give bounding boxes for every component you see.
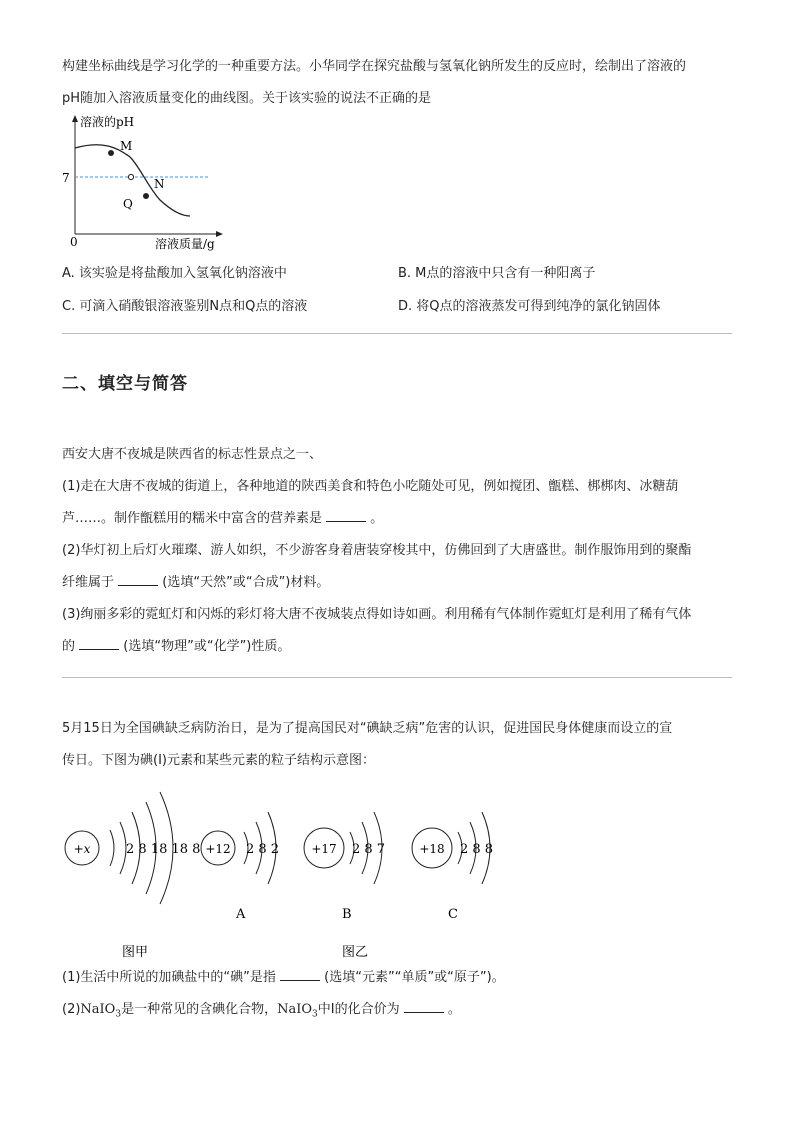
caption-fig-jia: 图甲 bbox=[122, 945, 149, 960]
section-title: 二、填空与简答 bbox=[62, 374, 188, 394]
electron-shells: 2 8 2 bbox=[246, 842, 280, 857]
option-C: C. 可滴入硝酸银溶液鉴别N点和Q点的溶液 bbox=[62, 299, 308, 314]
atom-C bbox=[412, 812, 493, 922]
q3-part1-end: (选填“元素”“单质”或“原子”)。 bbox=[324, 970, 505, 985]
q2-part3-line2 bbox=[62, 638, 290, 656]
formula-subscript: 3 bbox=[115, 1009, 122, 1020]
electron-shells: 2 8 18 18 8 bbox=[126, 842, 201, 857]
formula-naio3: NaIO bbox=[80, 1002, 116, 1017]
atom-B bbox=[304, 812, 385, 922]
q3-part2-end: 。 bbox=[447, 1002, 461, 1017]
answer-blank[interactable] bbox=[280, 970, 320, 981]
atom-label: A bbox=[236, 907, 246, 922]
formula-subscript: 3 bbox=[312, 1009, 318, 1020]
atom-A bbox=[201, 812, 279, 922]
q2-part2-line2 bbox=[62, 574, 329, 592]
caption-fig-yi: 图乙 bbox=[342, 945, 369, 960]
q2-part1-line1: (1)走在大唐不夜城的街道上，各种地道的陕西美食和特色小吃随处可见，例如搅团、甑糕、梆梆肉、冰糖葫 bbox=[62, 479, 679, 494]
q2-part3-end: (选填“物理”或“化学”)性质。 bbox=[123, 639, 291, 654]
point-N-label: N bbox=[154, 177, 165, 191]
q2-intro: 西安大唐不夜城是陕西省的标志性景点之一、 bbox=[62, 447, 323, 462]
q2-part2-end: (选填“天然”或“合成”)材料。 bbox=[162, 575, 330, 590]
q3-part2-text: 是一种常见的含碘化合物， bbox=[121, 1002, 278, 1017]
electron-shells: 2 8 7 bbox=[352, 842, 386, 857]
option-D: D. 将Q点的溶液蒸发可得到纯净的氯化钠固体 bbox=[398, 299, 661, 314]
ph-curve-graph bbox=[58, 112, 228, 252]
q3-part1-text: (1)生活中所说的加碘盐中的“碘”是指 bbox=[62, 970, 276, 985]
answer-blank[interactable] bbox=[79, 639, 119, 650]
formula-naio3: NaIO bbox=[277, 1002, 313, 1017]
atomic-structure-diagram bbox=[58, 778, 518, 962]
q3-line1: 5月15日为全国碘缺乏病防治日，是为了提高国民对“碘缺乏病”危害的认识，促进国民身体健康而设立的宣 bbox=[62, 721, 673, 736]
q2-part3-line1: (3)绚丽多彩的霓虹灯和闪烁的彩灯将大唐不夜城装点得如诗如画。利用稀有气体制作霓虹灯是利用了稀有气体 bbox=[62, 607, 692, 622]
y-tick-7: 7 bbox=[62, 171, 70, 185]
q2-part1-end: 。 bbox=[370, 511, 384, 526]
nucleus-label: +18 bbox=[419, 842, 445, 856]
atom-label: C bbox=[448, 907, 458, 922]
answer-blank[interactable] bbox=[326, 511, 366, 522]
q3-part2-text2: 中I的化合价为 bbox=[317, 1002, 400, 1017]
origin-label: 0 bbox=[70, 235, 78, 249]
nucleus-label: +12 bbox=[205, 842, 231, 856]
q1-stem-line2: pH随加入溶液质量变化的曲线图。关于该实验的说法不正确的是 bbox=[62, 91, 432, 106]
q3-line2: 传日。下图为碘(I)元素和某些元素的粒子结构示意图： bbox=[62, 753, 375, 768]
y-axis-label: 溶液的pH bbox=[80, 115, 135, 129]
divider bbox=[62, 677, 732, 678]
q2-part3-text: 的 bbox=[62, 639, 76, 654]
option-A: A. 该实验是将盐酸加入氢氧化钠溶液中 bbox=[62, 266, 287, 281]
q3-part2 bbox=[62, 1001, 461, 1024]
q2-part1-line2 bbox=[62, 510, 383, 528]
q1-stem-line1: 构建坐标曲线是学习化学的一种重要方法。小华同学在探究盐酸与氢氧化钠所发生的反应时，绘制出了溶液的 bbox=[62, 59, 687, 74]
q2-part1-text: 芦……。制作甑糕用的糯米中富含的营养素是 bbox=[62, 511, 323, 526]
atom-iodine bbox=[65, 792, 200, 904]
atom-label: B bbox=[342, 907, 352, 922]
nucleus-label: +17 bbox=[311, 842, 337, 856]
option-B: B. M点的溶液中只含有一种阳离子 bbox=[398, 266, 596, 281]
divider bbox=[62, 333, 732, 334]
x-axis-label: 溶液质量/g bbox=[155, 237, 215, 251]
electron-shells: 2 8 8 bbox=[460, 842, 494, 857]
q3-part2-num: (2) bbox=[62, 1002, 81, 1017]
point-Q-label: Q bbox=[123, 197, 133, 211]
q2-part2-text: 纤维属于 bbox=[62, 575, 115, 590]
q2-part2-line1: (2)华灯初上后灯火璀璨、游人如织，不少游客身着唐装穿梭其中，仿佛回到了大唐盛世。制作服饰用到的聚酯 bbox=[62, 543, 692, 558]
answer-blank[interactable] bbox=[118, 575, 158, 586]
nucleus-label: +x bbox=[73, 842, 91, 856]
point-M-label: M bbox=[120, 139, 133, 153]
answer-blank[interactable] bbox=[404, 1002, 444, 1013]
q3-part1 bbox=[62, 969, 505, 987]
